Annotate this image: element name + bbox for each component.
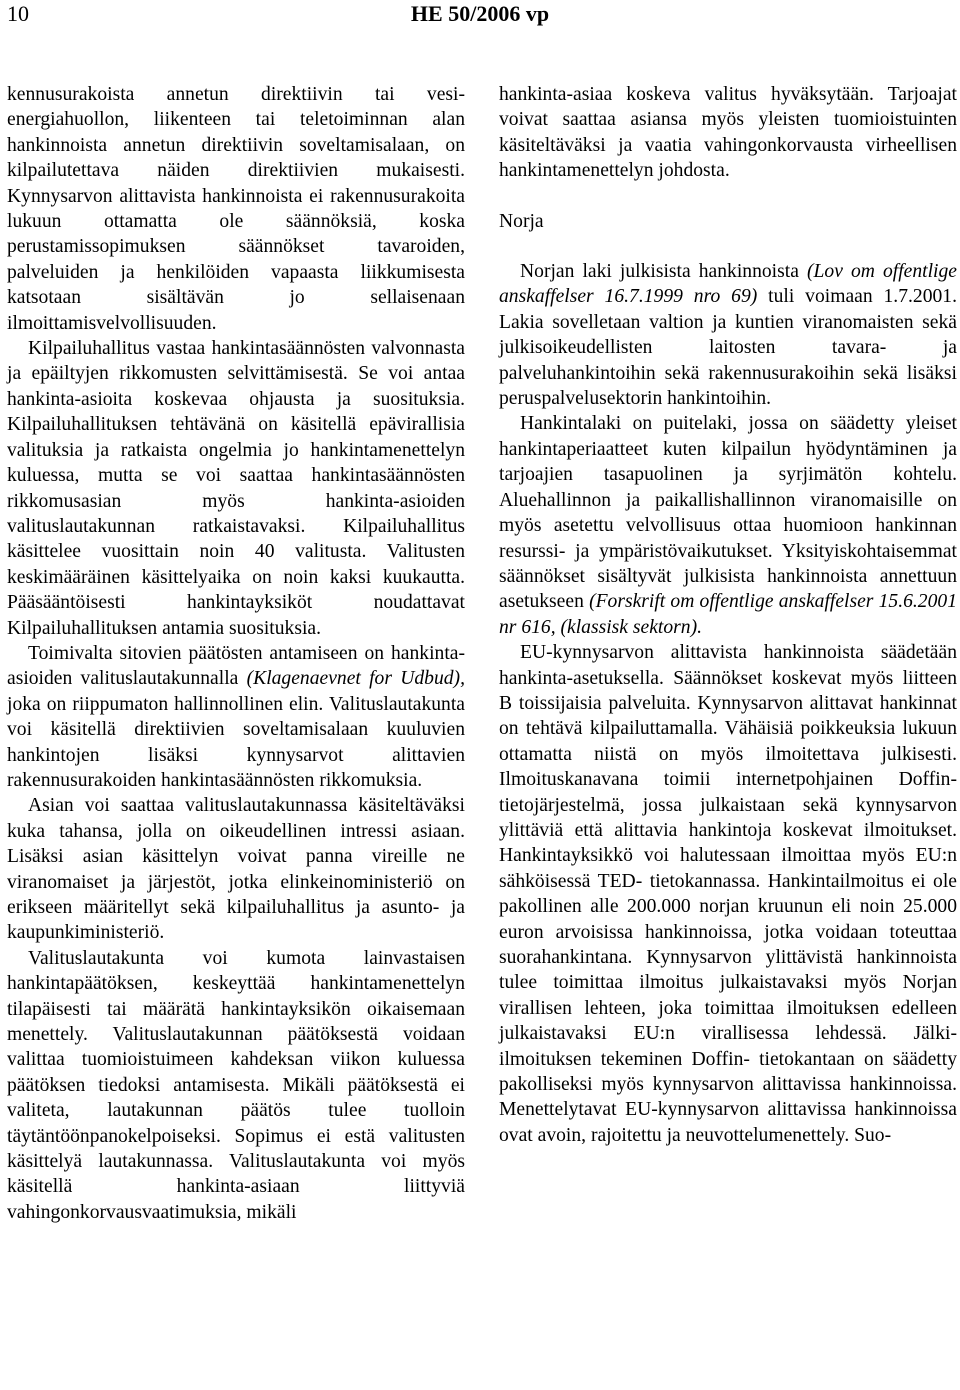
- document-reference: HE 50/2006 vp: [410, 1, 550, 26]
- right-paragraph-2-italic: (Lov om offentlige anskaffelser 16.7.1999 nro 69): [499, 261, 957, 308]
- section-spacer: [499, 234, 957, 259]
- right-paragraph-4: EU-kynnysarvon alittavista hankinnoista säädetään hankinta-asetuksella. Säännökset koskevat myös liitteen B toissijaisia palveluita. Kynnysarvon alittavat hankinnat on tehtävä kilpailuttamalla. Vähäisiä poikkeuksia lukuun ottamatta niistä on myös ilmoitettava julkisesti. Ilmoituskanavana toimii internetpohjainen Doffin- tietojärjestelmä, jossa julkaistaan sekä kynnysarvon ylittäviä että alittavia hankintoja koskevat ilmoitukset. Hankintayksikkö voi halutessaan ilmoittaa myös EU:n sähköisessä TED- tietokannassa. Hankintailmoitus ei ole pakollinen alle 200.000 norjan kruunun eli noin 25.000 euron arvoisissa hankinnoissa, jotka voidaan toteuttaa suorahankintana. Kynnysarvon ylittävistä hankinnoista tulee toimittaa ilmoitus julkaistavaksi myös Norjan virallisen lehteen, joka toimittaa ilmoituksen edelleen julkaistavaksi EU:n virallisessa lehdessä. Jälki-ilmoituksen tekeminen Doffin- tietokantaan on säädetty pakolliseksi myös kynnysarvon alittavissa hankinnoissa. Menettelytavat EU-kynnysarvon alittavissa hankinnoissa ovat avoin, rajoitettu ja neuvottelumenettely. Suo-: [499, 642, 957, 1146]
- left-paragraph-3: [7, 641, 465, 793]
- section-spacer: [499, 184, 957, 209]
- right-paragraph-2: [499, 259, 957, 411]
- page-number: 10: [7, 1, 29, 26]
- left-column: [7, 82, 465, 1225]
- right-paragraph-3-text: Hankintalaki on puitelaki, jossa on säädetty yleiset hankintaperiaatteet kuten kilpailun hyödyntäminen ja tarjoajien tasapuolinen ja syrjimätön kohtelu. Aluehallinnon ja paikallishallinnon viranomaisille on myös asetettu velvollisuus ottaa huomioon hankinnan resurssi- ja ympäristövaikutukset. Yksityiskohtaisemmat säännökset sisältyvät julkisista hankinnoista annettuun asetukseen: [499, 413, 957, 613]
- left-paragraph-1: kennusurakoista annetun direktiivin tai vesi-energiahuollon, liikenteen tai teletoiminnan alan hankinnoista annetun direktiivin soveltamisalaan, on kilpailutettava näiden direktiivien mukaisesti. Kynnysarvon alittavista hankinnoista ei rakennusurakoita lukuun ottamatta ole säännöksiä, koska perustamissopimuksen säännökset tavaroiden, palveluiden ja henkilöiden vapaasta liikkumisesta katsotaan sisältävän jo sellaisenaan ilmoittamisvelvollisuuden.: [7, 84, 465, 334]
- left-paragraph-4: Asian voi saattaa valituslautakunnassa käsiteltäväksi kuka tahansa, jolla on oikeudellinen intressi asiaan. Lisäksi asian käsittelyn voivat panna vireille ne viranomaiset ja järjestöt, jotka elinkeinoministeriö on erikseen määritellyt sekä kilpailuhallitus ja asunto- ja kaupunkiministeriö.: [7, 795, 465, 944]
- left-paragraph-3-italic: (Klagenaevnet for Udbud),: [246, 668, 465, 690]
- right-paragraph-1: hankinta-asiaa koskeva valitus hyväksytään. Tarjoajat voivat saattaa asiansa myös yleisten tuomioistuinten käsiteltäväksi ja vaatia vahingonkorvausta virheellisen hankintamenettelyn johdosta.: [499, 84, 957, 182]
- right-column: [499, 82, 957, 1148]
- left-paragraph-5: Valituslautakunta voi kumota lainvastaisen hankintapäätöksen, keskeyttää hankintamenettelyn tilapäisesti tai määrätä hankintayksikön oikaisemaan menettely. Valituslautakunnan päätöksestä voidaan valittaa tuomioistuimeen kahdeksan viikon kuluessa päätöksen tiedoksi antamisesta. Mikäli päätöksestä ei valiteta, lautakunnan päätös tulee tuolloin täytäntöönpanokelpoiseksi. Sopimus ei estä valitusten käsittelyä lautakunnassa. Valituslautakunta voi myös käsitellä hankinta-asiaan liittyviä vahingonkorvausvaatimuksia, mikäli: [7, 947, 465, 1223]
- right-paragraph-3: [499, 411, 957, 640]
- left-paragraph-2: Kilpailuhallitus vastaa hankintasäännösten valvonnasta ja epäiltyjen rikkomusten selvittämisestä. Se voi antaa hankinta-asioita koskevaa ohjausta ja suosituksia. Kilpailuhallituksen tehtävänä on käsitellä epävirallisia valituksia ja ratkaista ongelmia jo hankintamenettelyn kuluessa, mutta se voi saattaa hankintasäännösten rikkomusasian myös hankinta-asioiden valituslautakunnan ratkaistavaksi. Kilpailuhallitus käsittelee vuosittain noin 40 valitusta. Valitusten keskimääräinen käsittelyaika on noin kaksi kuukautta. Pääsääntöisesti hankintayksiköt noudattavat Kilpailuhallituksen antamia suosituksia.: [7, 338, 465, 639]
- section-heading-norja: Norja: [499, 210, 544, 232]
- right-paragraph-2-text-a: Norjan laki julkisista hankinnoista: [520, 261, 799, 283]
- right-paragraph-2-text-b: tuli voimaan 1.7.2001. Lakia sovelletaan valtion ja kuntien viranomaisten sekä julkisoikeudellisten laitosten tavara- ja palveluhankintoihin sekä rakennusurakoihin sekä lisäksi peruspalvelusektorin hankintoihin.: [499, 286, 957, 410]
- right-paragraph-3-italic: (Forskrift om offentlige anskaffelser 15.6.2001 nr 616, (klassisk sektorn).: [499, 591, 957, 638]
- left-paragraph-3-text-b: joka on riippumaton hallinnollinen elin. Valituslautakunta voi käsitellä direktiivien soveltamisalaan kuuluvien hankintojen lisäksi kynnysarvot alittavien rakennusurakoiden hankintasäännösten rikkomuksia.: [7, 693, 465, 791]
- left-paragraph-3-text-a: Toimivalta sitovien päätösten antamiseen on hankinta-asioiden valituslautakunnalla: [7, 642, 465, 690]
